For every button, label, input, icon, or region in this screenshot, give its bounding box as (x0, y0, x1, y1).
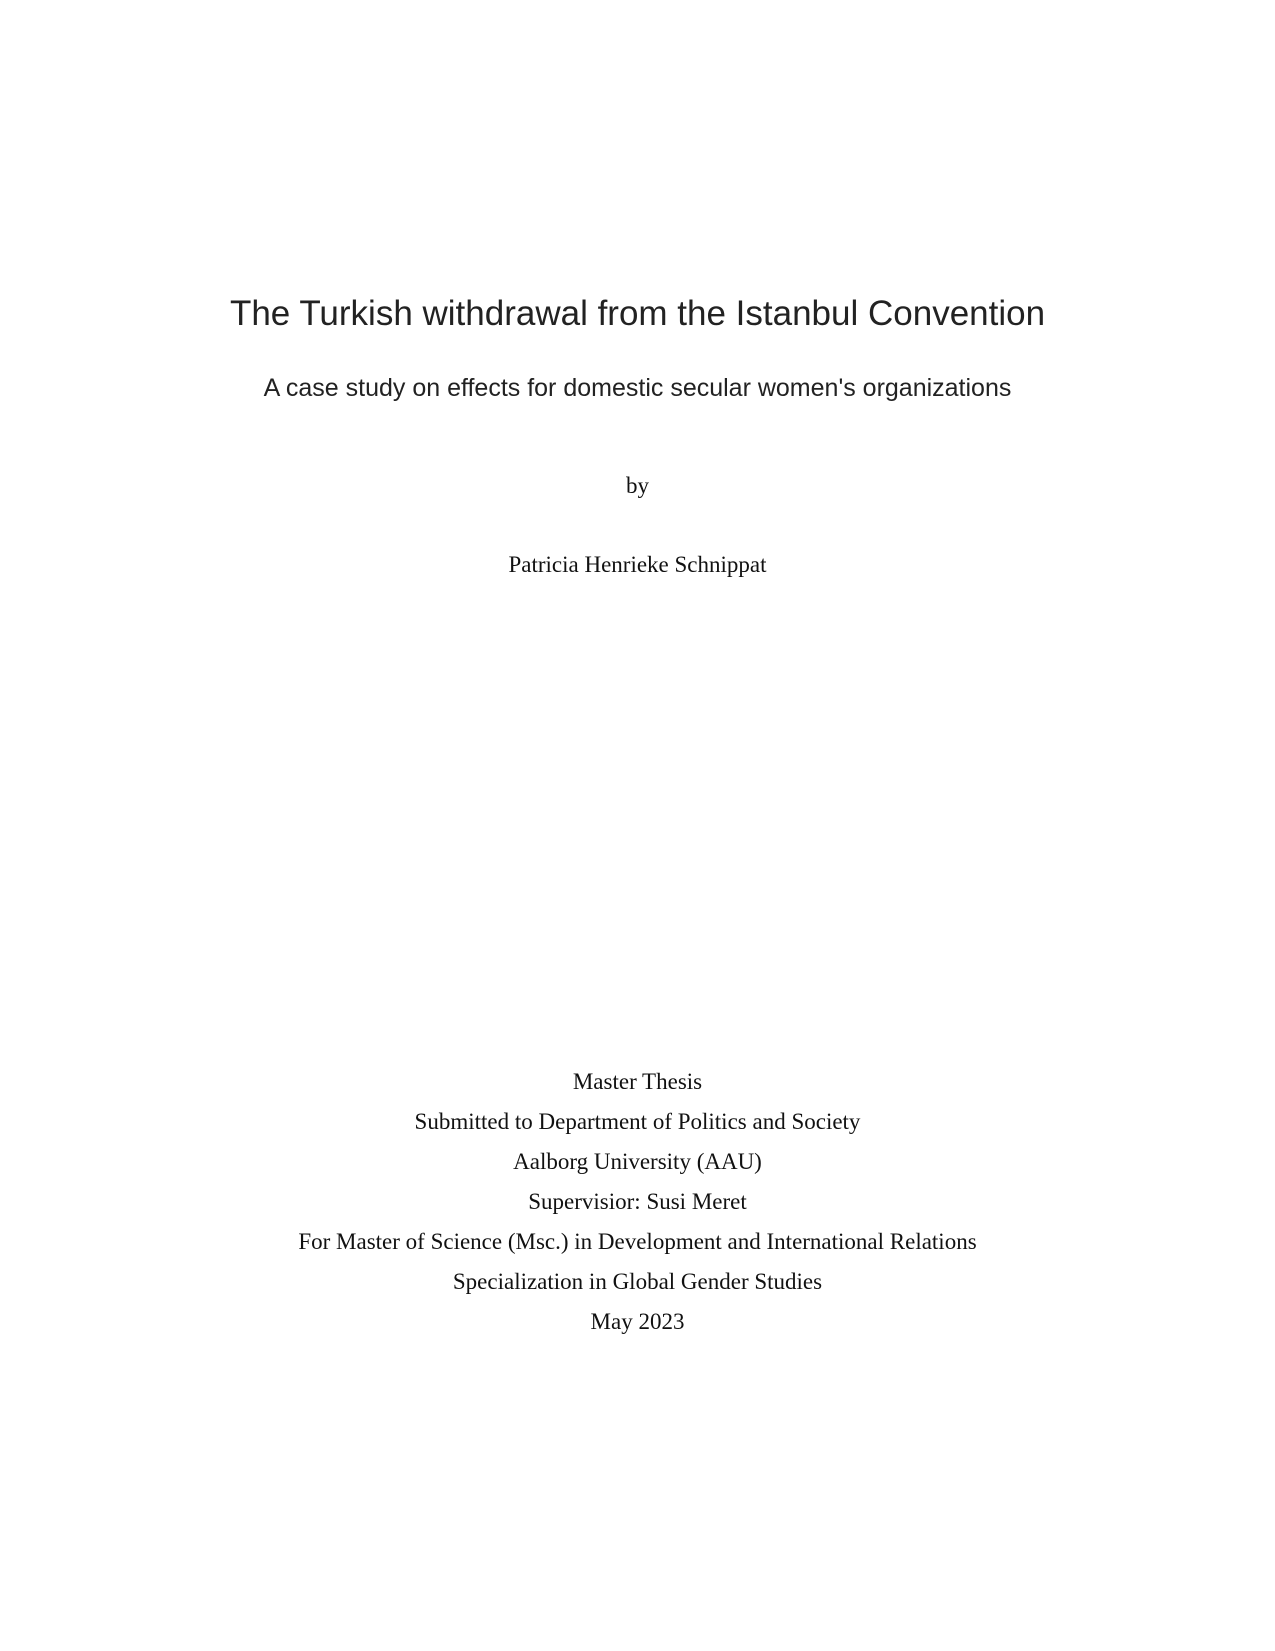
university: Aalborg University (AAU) (513, 1149, 762, 1174)
degree-program: For Master of Science (Msc.) in Development and International Relations (298, 1229, 977, 1254)
author-name: Patricia Henrieke Schnippat (508, 552, 767, 577)
thesis-details (0, 1062, 1275, 1342)
by-label: by (626, 473, 649, 498)
thesis-type: Master Thesis (572, 1069, 703, 1094)
specialization: Specialization in Global Gender Studies (452, 1269, 823, 1294)
submission-date: May 2023 (590, 1309, 685, 1334)
submitted-to-department: Submitted to Department of Politics and Society (414, 1109, 861, 1134)
supervisor: Supervisior: Susi Meret (528, 1189, 747, 1214)
thesis-subtitle: A case study on effects for domestic secular women's organizations (263, 374, 1012, 402)
thesis-title: The Turkish withdrawal from the Istanbul Convention (229, 294, 1046, 333)
